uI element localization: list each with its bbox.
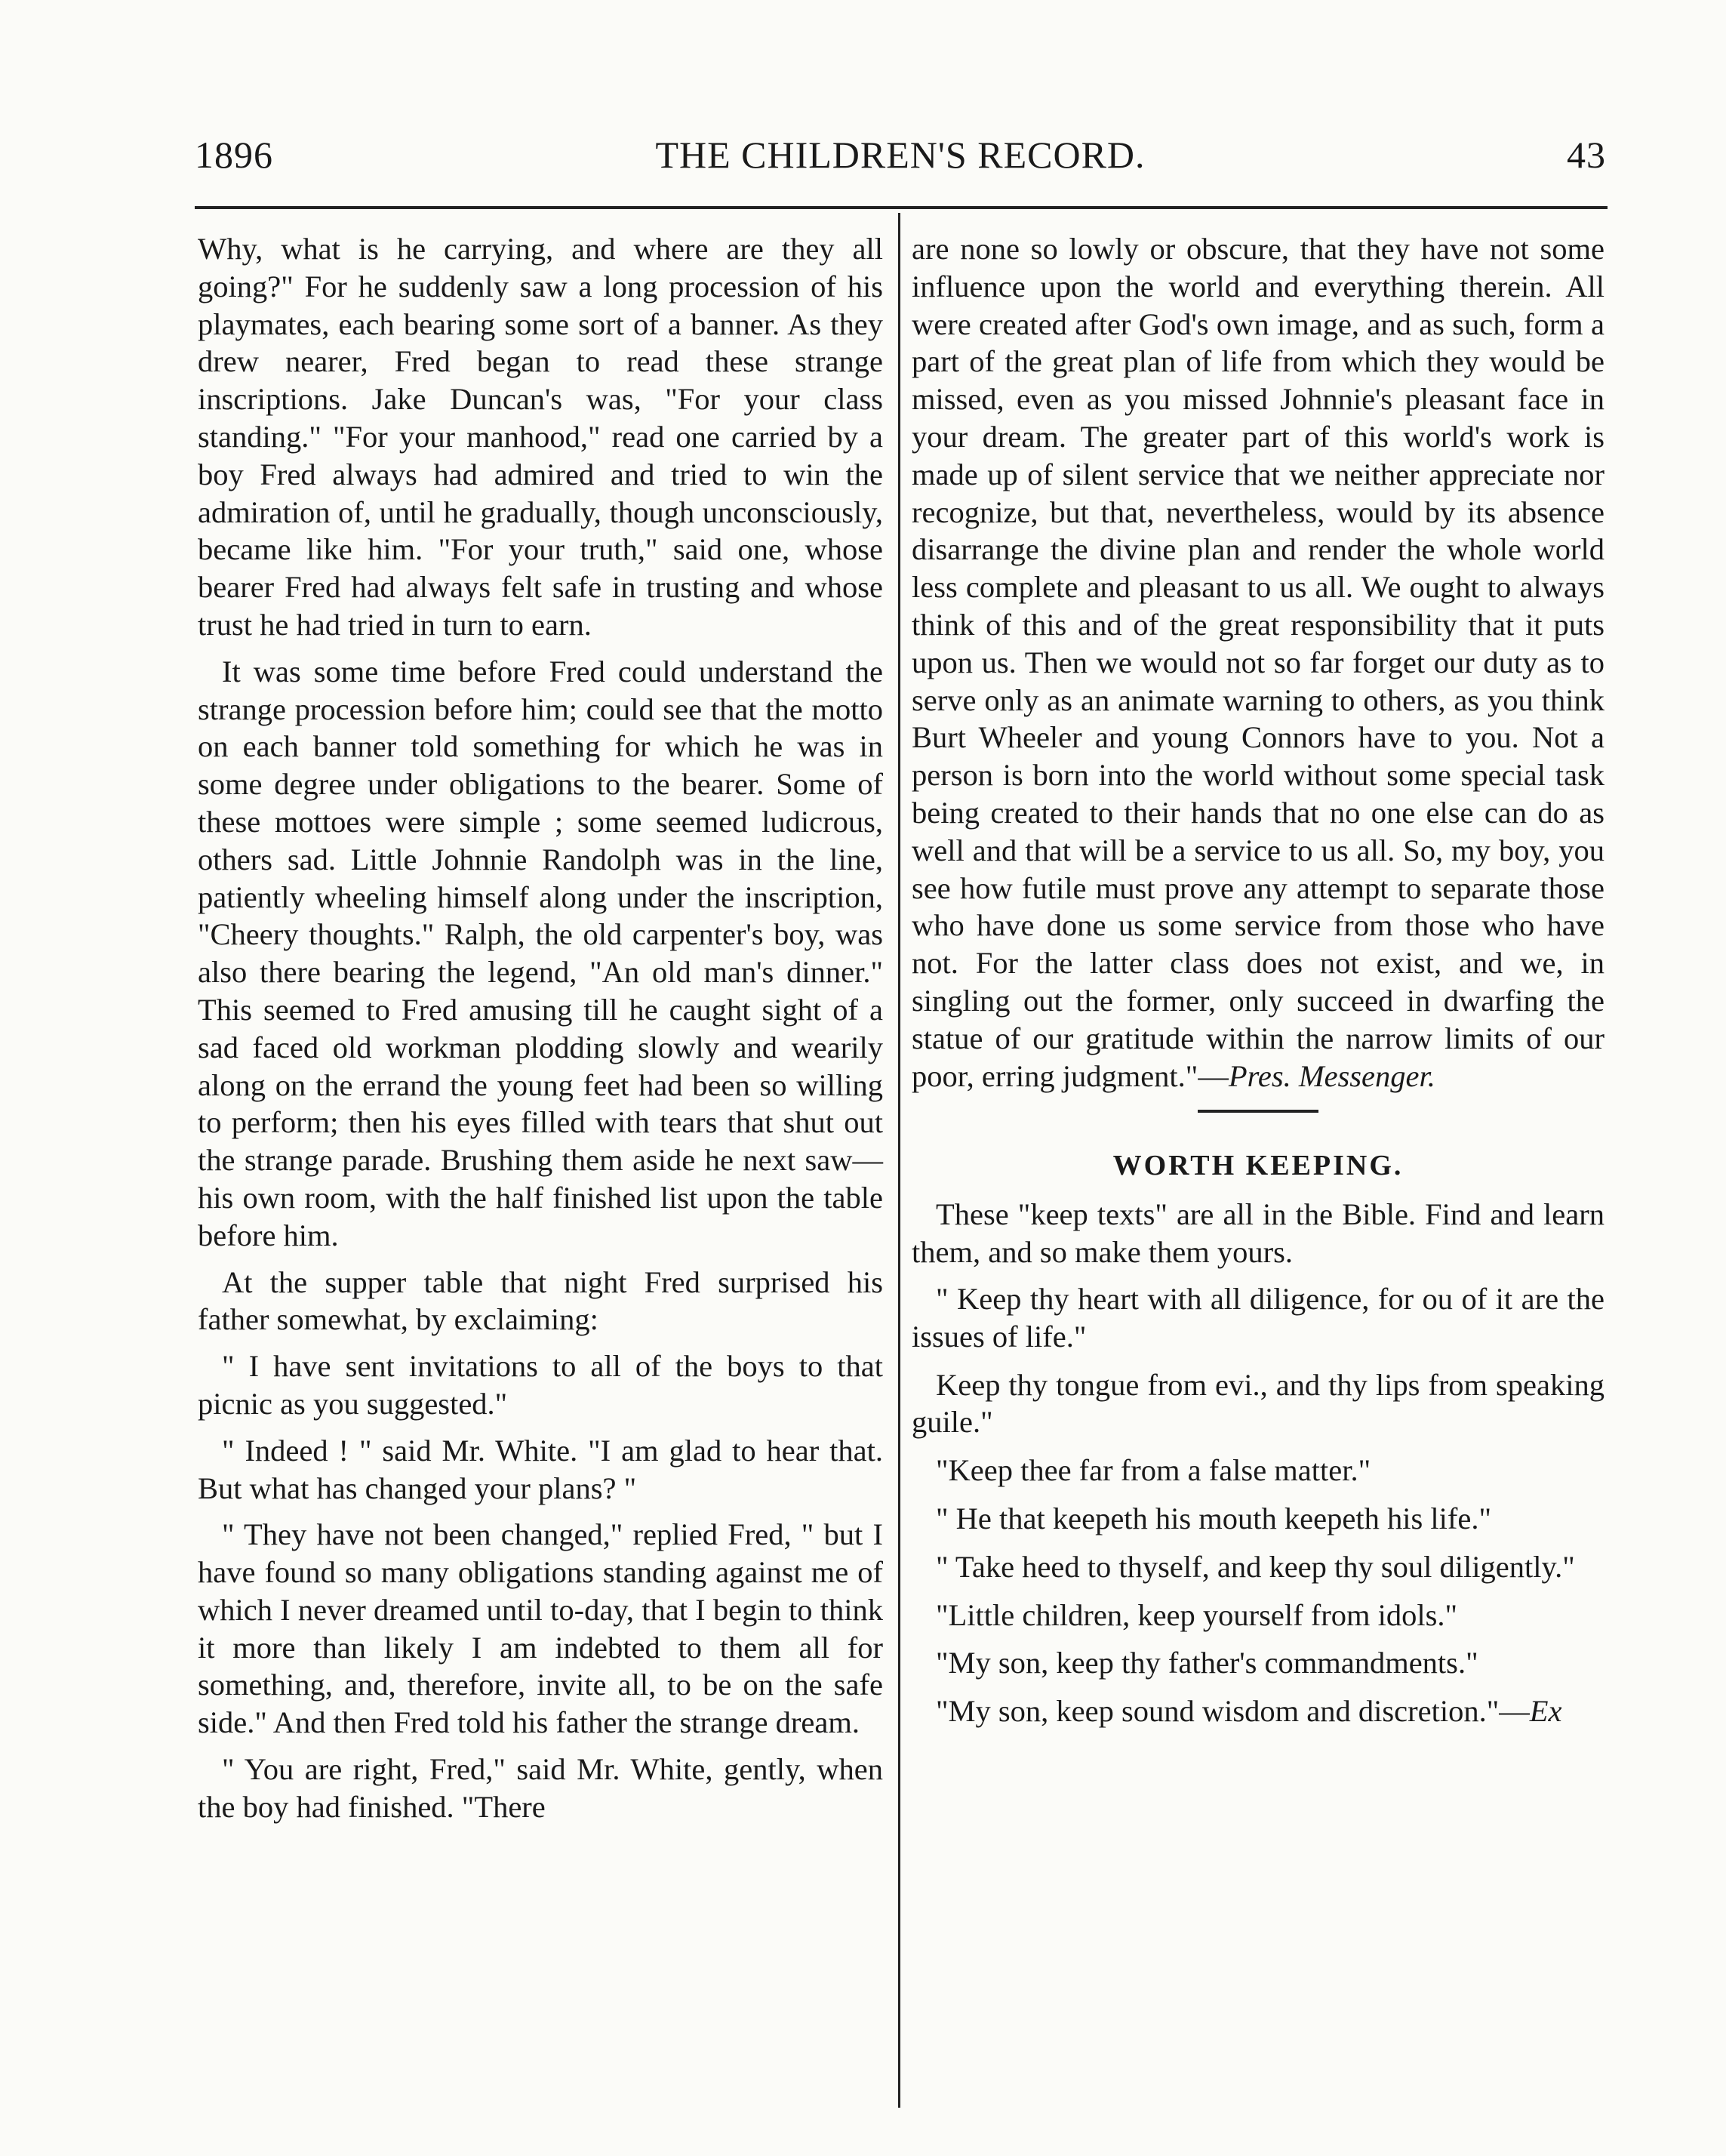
section-title: WORTH KEEPING.: [1112, 1150, 1404, 1182]
left-paragraph: It was some time before Fred could understand the strange procession before him; could see that the motto on each banner told something for which he was in some degree under obligations to the bearer. Some of these mottoes were simple ; some seemed ludicrous, others sad. Little Johnnie Randolph was in the line, patiently wheeling himself along under the inscription, "Cheery thoughts." Ralph, the old carpenter's boy, was also there bearing the legend, "An old man's dinner." This seemed to Fred amusing till he caught sight of a sad faced old workman plodding slowly and wearily along on the errand the young feet had been so willing to perform; then his eyes filled with tears that shut out the strange parade. Brushing them aside he next saw—his own room, with the half finished list upon the table before him.: [198, 654, 883, 1252]
left-paragraph: " I have sent invitations to all of the boys to that picnic as you suggested.": [198, 1349, 883, 1421]
header-title: THE CHILDREN'S RECORD.: [655, 134, 1146, 176]
right-continuation: [912, 230, 1604, 1095]
verse-item: " Take heed to thyself, and keep thy soul diligently.": [936, 1549, 1575, 1584]
right-column: [912, 230, 1604, 1741]
last-verse-text: "My son, keep sound wisdom and discretion."—: [936, 1694, 1530, 1729]
section-rule: [1198, 1110, 1318, 1113]
verse-item: " He that keepeth his mouth keepeth his life.": [936, 1501, 1492, 1535]
verse-item: Keep thy tongue from evi., and thy lips from speaking guile.": [912, 1367, 1604, 1440]
verse-item: "Keep thee far from a false matter.": [936, 1453, 1371, 1488]
left-paragraph: " They have not been changed," replied Fred, " but I have found so many obligations standing against me of which I never dreamed until to-day, that I begin to think it more than likely I am indebted to them all for something, and, therefore, invite all, to be on the safe side." And then Fred told his father the strange dream.: [198, 1517, 883, 1740]
header-year: 1896: [195, 134, 273, 176]
header-rule: [195, 206, 1608, 209]
header-page-number: 43: [1567, 134, 1606, 176]
section-intro: These "keep texts" are all in the Bible. Find and learn them, and so make them yours.: [912, 1197, 1604, 1270]
verse-item: [912, 1692, 1604, 1730]
page-header: [195, 128, 1606, 189]
verse-item: "Little children, keep yourself from idols.": [936, 1597, 1458, 1632]
left-paragraph: " You are right, Fred," said Mr. White, gently, when the boy had finished. "There: [198, 1752, 883, 1824]
final-source: Ex: [1529, 1694, 1562, 1729]
verse-item: "My son, keep thy father's commandments.": [936, 1646, 1478, 1680]
left-paragraph: At the supper table that night Fred surprised his father somewhat, by exclaiming:: [198, 1264, 883, 1337]
left-column: [198, 230, 883, 1835]
continuation-text: are none so lowly or obscure, that they have not some influence upon the world and everything therein. All were created after God's own image, and as such, form a part of the great plan of life from which they would be missed, even as you missed Johnnie's pleasant face in your dream. The greater part of this world's work is made up of silent service that we neither appreciate nor recognize, but that, nevertheless, would by its absence disarrange the divine plan and render the whole world less complete and pleasant to us all. We ought to always think of this and of the great responsibility that it puts upon us. Then we would not so far forget our duty as to serve only as an animate warning to others, as you think Burt Wheeler and young Connors have to you. Not a person is born into the world without some special task being created to their hands that no one else can do as well and that will be a service to us all. So, my boy, you see how futile must prove any attempt to separate those who have done us some service from those who have not. For the latter class does not exist, and we, in singling out the former, only succeed in dwarfing the statue of our gratitude within the narrow limits of our poor, erring judgment."—: [912, 232, 1604, 1093]
source-attribution: Pres. Messenger.: [1228, 1058, 1435, 1093]
left-paragraph: " Indeed ! " said Mr. White. "I am glad to hear that. But what has changed your plans? ": [198, 1433, 883, 1505]
left-paragraph: Why, what is he carrying, and where are they all going?" For he suddenly saw a long procession of his playmates, each bearing some sort of a banner. As they drew nearer, Fred began to read these strange inscriptions. Jake Duncan's was, "For your class standing." "For your manhood," read one carried by a boy Fred always had admired and tried to win the admiration of, until he gradually, though unconsciously, became like him. "For your truth," said one, whose bearer Fred had always felt safe in trusting and whose trust he had tried in turn to earn.: [198, 232, 883, 642]
column-divider: [898, 213, 900, 2108]
verse-item: " Keep thy heart with all diligence, for ou of it are the issues of life.": [912, 1281, 1604, 1354]
